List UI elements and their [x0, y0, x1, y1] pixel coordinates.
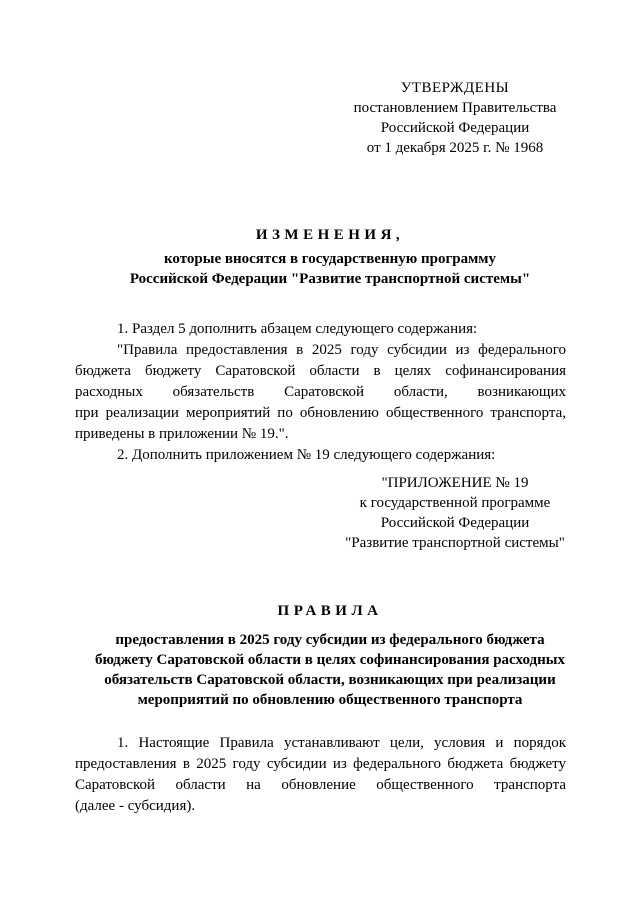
annex-block: [330, 473, 580, 553]
annex-line: Российской Федерации: [380, 515, 530, 531]
approval-line: постановлением Правительства: [353, 100, 557, 116]
rule-1-line: (далее - субсидия).: [75, 798, 196, 814]
annex-line: "Развитие транспортной системы": [345, 535, 565, 551]
rules-subtitle-line: предоставления в 2025 году субсидии из федерального бюджета: [115, 632, 545, 648]
annex-line: к государственной программе: [359, 495, 551, 511]
rules-subtitle-line: мероприятий по обновлению общественного транспорта: [137, 692, 523, 708]
rule-1-line: Саратовской области на обновление общественного транспорта: [75, 777, 566, 793]
changes-title: ИЗМЕНЕНИЯ,: [255, 227, 405, 243]
item-1-intro: 1. Раздел 5 дополнить абзацем следующего содержания:: [117, 321, 478, 337]
rules-subtitle: [80, 630, 580, 710]
rule-1-line: 1. Настоящие Правила устанавливают цели, условия и порядок: [117, 735, 566, 751]
changes-heading: [80, 227, 580, 244]
approval-line: Российской Федерации: [380, 120, 530, 136]
rule-1: [75, 733, 566, 817]
changes-subtitle: [80, 249, 580, 289]
changes-subtitle-line: которые вносятся в государственную программу: [163, 251, 497, 267]
annex-line: "ПРИЛОЖЕНИЕ № 19: [381, 475, 529, 491]
quote-line: приведены в приложении № 19.".: [75, 426, 289, 442]
approval-block: [340, 78, 570, 158]
changes-subtitle-line: Российской Федерации "Развитие транспортной системы": [129, 271, 531, 287]
quote-line: расходных обязательств Саратовской области, возникающих: [75, 384, 566, 400]
quote-line: "Правила предоставления в 2025 году субсидии из федерального: [117, 342, 566, 358]
rules-subtitle-line: бюджету Саратовской области в целях софинансирования расходных: [95, 652, 565, 668]
approval-date-line: от 1 декабря 2025 г. № 1968: [366, 140, 544, 156]
item-1: [75, 319, 566, 466]
approval-title: УТВЕРЖДЕНЫ: [400, 80, 510, 96]
quote-line: бюджета бюджету Саратовской области в целях софинансирования: [75, 363, 566, 379]
rule-1-line: предоставления в 2025 году субсидии из федерального бюджета бюджету: [75, 756, 566, 772]
rules-heading: [80, 603, 580, 620]
rules-subtitle-line: обязательств Саратовской области, возникающих при реализации: [104, 672, 556, 688]
quote-line: при реализации мероприятий по обновлению общественного транспорта,: [75, 405, 566, 421]
item-2-intro: 2. Дополнить приложением № 19 следующего содержания:: [117, 447, 496, 463]
rules-title: ПРАВИЛА: [277, 603, 383, 619]
